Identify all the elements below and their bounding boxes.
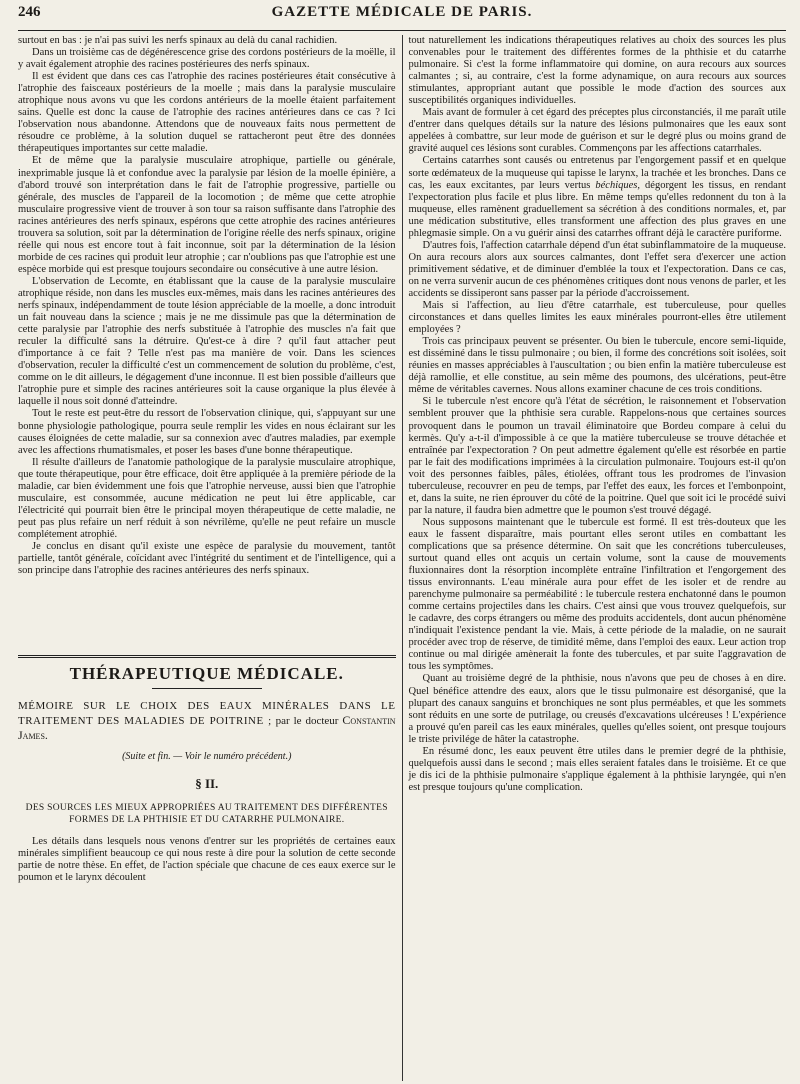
paragraph: En résumé donc, les eaux peuvent être utiles dans le premier degré de la phthisie, quelquefois aussi dans le second ; mais elles seraient fatales dans le troisième. Et ce que je dis ici de la phthisie pulmonaire s'applique également à la phthisie laryngée, qui n'en est presque toujours qu'une complication.: [408, 745, 786, 793]
journal-title: GAZETTE MÉDICALE DE PARIS.: [271, 4, 533, 20]
text-run: Certains catarrhes sont causés ou entretenus par l'engorgement passif et en quelque sorte œdémateux de la muqueuse qui tapisse le larynx, la trachée et les bronches. Dans ce cas, les eaux excitantes, par leurs vertus: [408, 155, 786, 191]
memoir-title: [18, 699, 396, 743]
paragraph: Je conclus en disant qu'il existe une espèce de paralysie du mouvement, tantôt partielle, tantôt générale, coïcidant avec l'intégrité du sentiment et de l'intelligence, qui a son principe dans l'atrophie des racines antérieures des nerfs spinaux.: [18, 540, 396, 577]
paragraph: Tout le reste est peut-être du ressort de l'observation clinique, qui, s'appuyant sur une bonne physiologie pathologique, pourra seule remplir les vides en nous éclairant sur les causes éloignées de cette maladie, sur sa connexion avec d'autres maladies, par exemple avec les affections rhumatismales, et poser les bases d'une bonne thérapeutique.: [18, 408, 396, 456]
continuation-note: (Suite et fin. — Voir le numéro précédent.): [122, 751, 292, 763]
emphasized-word: béchiques,: [595, 179, 640, 191]
memoir-by: par le docteur: [275, 715, 339, 728]
paragraph: D'autres fois, l'affection catarrhale dépend d'un état subinflammatoire de la muqueuse. On aura recours alors aux sources calmantes, dont l'effet sera d'exercer une action primitivement sédative, et de diminuer d'emblée la toux et l'expectoration. Dans ce cas, on ne verra survenir aucun de ces phénomènes critiques dont nous venons de parler, et les accidents se dissiperont sans passer par la période d'accroissement.: [408, 239, 786, 299]
paragraph: Il résulte d'ailleurs de l'anatomie pathologique de la paralysie musculaire atrophique, que toute thérapeutique, pour être efficace, doit être appliquée à la première période de la maladie, car bien évidemment une fois que l'atrophie nerveuse, aussi bien que l'atrophie musculaire, est consommée, aucune médication ne peut lui être applicable, car l'électricité qui pourrait bien être le principal moyen thérapeutique de cette maladie, ne peut pas plus refaire un nerf réduit à son névrilème, qu'elle ne peut refaire un muscle complétement atrophié.: [18, 456, 396, 540]
memoir-author: Constantin James.: [18, 713, 396, 743]
paragraph: Dans un troisième cas de dégénérescence grise des cordons postérieurs de la moëlle, il y avait également atrophie des racines postérieures des nerfs spinaux.: [18, 47, 396, 71]
section-spacer: [18, 577, 396, 655]
paragraph: tout naturellement les indications thérapeutiques relatives au choix des sources les plus convenables pour le traitement des différentes formes de la phthisie et du catarrhe pulmonaire. Si c'est la forme inflammatoire qui domine, on aura recours aux sources calmantes ; si, au contraire, c'est la forme adynamique, on aura recours aux sources stimulantes, appropriant autant que possible le mode d'action des sources aux susceptibilités organiques individuelles.: [408, 35, 786, 107]
paragraph: Mais si l'affection, au lieu d'être catarrhale, est tuberculeuse, pour quelles circonstances et dans quelles limites les eaux minérales pourront-elles être utilement employées ?: [408, 300, 786, 336]
section-heading: DES SOURCES LES MIEUX APPROPRIÉES AU TRAITEMENT DES DIFFÉRENTES FORMES DE LA PHTHISIE ET DU CATARRHE PULMONAIRE.: [25, 803, 388, 826]
paragraph: Si le tubercule n'est encore qu'à l'état de sécrétion, le raisonnement et l'observation semblent prouver que la phthisie sera curable. Rappelons-nous que certaines sources provoquent dans le poumon un travail éliminatoire que Bordeu compare à celui du kermès. Qu'y a-t-il d'impossible à ce que la matière tuberculeuse se trouve détachée et entraînée par l'expectoration ? On peut admettre également qu'elle est résorbée en partie par le fait des modifications imprimées à la circulation pulmonaire. Toujours est-il qu'on voit des personnes faibles, pâles, étiolées, offrant tous les prodromes de l'invasion tuberculeuse, recouvrer en peu de temps, par l'effet des eaux, les forces et l'embonpoint, et, dans la suite, ne rien éprouver du côté de la poitrine. Quel que soit ici le procédé suivi par la nature, il faudra bien admettre que le poumon s'est trouvé dégagé.: [408, 396, 786, 516]
right-column: [402, 35, 787, 1081]
section-number: § II.: [195, 776, 219, 792]
paragraph: Nous supposons maintenant que le tubercule est formé. Il est très-douteux que les eaux le fassent disparaître, mais pourtant elles seront utiles en combattant les complications que sa présence détermine. On sait que les concrétions tuberculeuses, surtout quand elles ont acquis un certain volume, sont la cause de mouvements fluxionnaires dont la résorption incomplète entraîne l'infiltration et l'engorgement des tissus environnants. L'eau minérale aura pour effet de les isoler et de rendre au parenchyme pulmonaire sa perméabilité : le tubercule restera enchatonné dans le poumon comme certains projectiles dans les chairs. C'est ainsi que vous trouvez quelquefois, sur le cadavre, des corps étrangers ou même des produits accidentels, dont aucun phénomène n'indiquait l'existence pendant la vie. Mais, à cette période de la maladie, on ne saurait procéder avec trop de réserve, de timidité même, dans l'emploi des eaux. Leur action trop continue ou mal dirigée amènerait la fonte des tubercules, et par suite l'aggravation de tous les symptômes.: [408, 516, 786, 673]
paragraph: Mais avant de formuler à cet égard des préceptes plus circonstanciés, il me paraît utile d'entrer dans quelques détails sur la nature des lésions pulmonaires que les eaux sont appelées à combattre, sur leur mode de guérison et sur le degré plus ou moins grand de gravité auquel ces lésions sont curables. Commençons par les affections catarrhales.: [408, 107, 786, 155]
paragraph: Il est évident que dans ces cas l'atrophie des racines postérieures était consécutive à l'atrophie des faisceaux postérieurs de la moelle ; mais dans la paralysie musculaire atrophique nous avons vu que les cordons antérieurs de la moelle étaient parfaitement sains. Quelle est donc la cause de l'atrophie des racines antérieures dans ce cas ? Ici l'observation nous abandonne. Attendons que de nouveaux faits nous permettent de résoudre ce problème, à la solution duquel se rattacheront peut être des données thérapeutiques importantes sur cette maladie.: [18, 71, 396, 155]
left-column: [18, 35, 402, 1081]
title-underline: [152, 688, 262, 689]
paragraph: Et de même que la paralysie musculaire atrophique, partielle ou générale, inexprimable jusque là et confondue avec la paralysie par lésion de la moelle épinière, a d'abord trouvé son interprétation dans le fait de l'atrophie progressive, partielle ou générale, des muscles de l'appareil de la locomotion ; de même que cette atrophie musculaire progressive vient de trouver à son tour sa raison suffisante dans l'atrophie des racines antérieures des nerfs spinaux, espérons que cette atrophie des racines antérieures trouvera sa solution, soit par la détermination de l'origine réelle des nerfs spinaux, origine réelle qui nous est encore tout à fait inconnue, soit par la détermination de la lésion morbide de ces racines qui produit leur atrophie ; car n'oublions pas que l'atrophie est une espèce morbide qui est presque toujours secondaire ou consécutive à une autre lésion.: [18, 155, 396, 275]
paragraph: Trois cas principaux peuvent se présenter. Ou bien le tubercule, encore semi-liquide, est disséminé dans le tissu pulmonaire ; ou bien, il forme des concrétions soit isolées, soit réunies en masses appréciables à l'auscultation ; ou bien enfin la matière tuberculeuse est déjà ramollie, et elle constitue, au sein même des poumons, des ulcérations, peut-être même de véritables cavernes. Nous allons examiner chacune de ces trois conditions.: [408, 336, 786, 396]
paragraph: [409, 155, 787, 239]
page-number: 246: [18, 4, 41, 20]
page-header: [18, 4, 786, 31]
paragraph: Quant au troisième degré de la phthisie, nous n'avons que peu de choses à en dire. Quel bénéfice attendre des eaux, alors que le tissu pulmonaire est désorganisé, que la plupart des canaux sanguins et bronchiques ne sont plus perméables, et que les sommets sont réduits en une sorte de putrilage, ou creusés d'excavations ulcéreuses ! L'expérience a prouvé qu'en pareil cas les eaux minérales, quelles qu'elles soient, ont presque toujours le triste privilége de hâter la catastrophe.: [408, 673, 786, 745]
section-title: THÉRAPEUTIQUE MÉDICALE.: [69, 664, 344, 684]
text-columns: [18, 35, 786, 1081]
text-run: dégorgent les tissus, en rendant l'expectoration plus facile et plus libre. En même temps qu'elles redonnent du ton à la muqueuse, elles ramènent graduellement sa sécrétion à des conditions normales, et, par une médication substitutive, elles transforment une affection des plus graves en une phlegmasie simple. On a vu guérir ainsi des catarrhes offrant déjà le caractère puriforme.: [408, 179, 786, 239]
section-divider: [18, 655, 396, 658]
paragraph: L'observation de Lecomte, en établissant que la cause de la paralysie musculaire atrophique réside, non dans les muscles eux-mêmes, mais dans les racines antérieures des nerfs spinaux, indépendamment de toute lésion appréciable de la moelle, a donc introduit un fait nouveau dans la science ; mais je ne me dissimule pas que la détermination de cette paralysie par l'atrophie des nerfs substituée à l'atrophie des muscles n'a fait que reculer la difficulté sans la détruire. Qu'est-ce à dire ? qu'il faut attacher peut d'importance à ce fait ? Telle n'est pas ma manière de voir. Dans les sciences d'observation, reculer la difficulté c'est un commencement de solution du problème, c'est, comme on le dit ailleurs, le dégagement d'une inconnue. Il est bien possible d'ailleurs que l'atrophie pure et simple des racines antérieures soit la cause organique la plus élevée à laquelle il nous soit donné d'atteindre.: [18, 275, 396, 408]
paragraph: Les détails dans lesquels nous venons d'entrer sur les propriétés de certaines eaux minérales simplifient beaucoup ce qui nous reste à dire pour la solution de cette seconde partie de notre thèse. En effet, de l'action spéciale que chacune de ces eaux exerce sur le poumon et le larynx découlent: [18, 836, 396, 884]
memoir-title-text: MÉMOIRE SUR LE CHOIX DES EAUX MINÉRALES DANS LE TRAITEMENT DES MALADIES DE POITRINE ;: [18, 700, 396, 728]
paragraph: surtout en bas : je n'ai pas suivi les nerfs spinaux au delà du canal rachidien.: [18, 35, 338, 46]
